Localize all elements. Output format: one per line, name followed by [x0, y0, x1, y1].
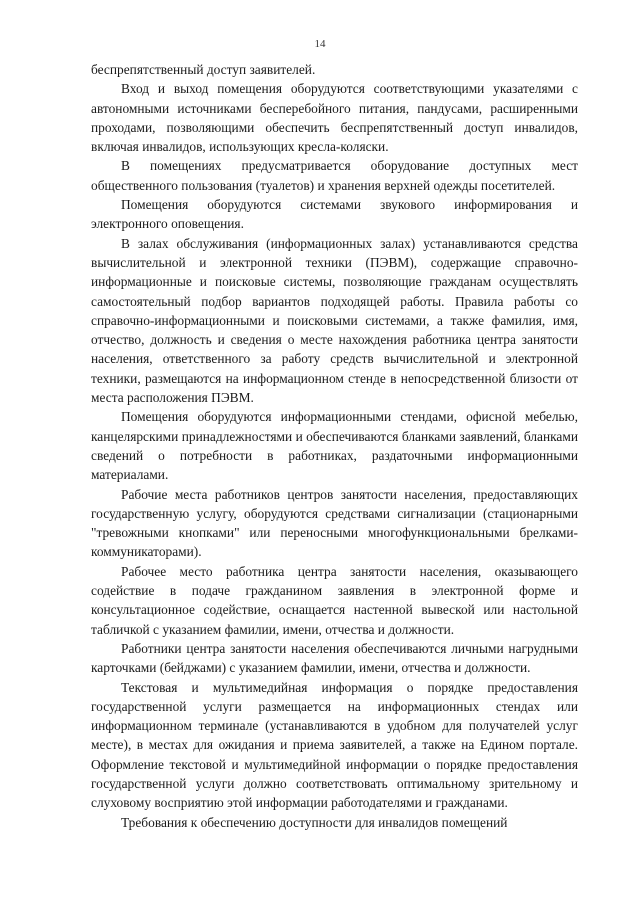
page-number: 14 [314, 38, 326, 50]
paragraph-sound-alert-systems: Помещения оборудуются системами звукового информирования и электронного оповещения. [91, 197, 578, 232]
paragraph-workplace-signage: Рабочее место работника центра занятости населения, оказывающего содействие в подаче гражданином заявления в электронной форме и консультационное содействие, оснащается настенной вывеской или настольной табличкой с указанием фамилии, имени, отчества и должности. [91, 563, 578, 637]
paragraph-info-stands-furniture: Помещения оборудуются информационными стендами, офисной мебелью, канцелярскими принадлежностями и обеспечиваются бланками заявлений, бланками сведений о потребности в работниках, раздаточными информационными материалами. [91, 409, 578, 483]
paragraph-alarm-systems: Рабочие места работников центров занятости населения, предоставляющих государственную услугу, оборудуются средствами сигнализации (стационарными "тревожными кнопками" или переносными многофункциональными брелками-коммуникаторами). [91, 486, 578, 560]
paragraph-entrance-equipment: Вход и выход помещения оборудуются соответствующими указателями с автономными источниками бесперебойного питания, пандусами, расширенными проходами, позволяющими обеспечить беспрепятственный доступ инвалидов, включая инвалидов, использующих кресла-коляски. [91, 81, 578, 155]
paragraph-computer-equipment: В залах обслуживания (информационных залах) устанавливаются средства вычислительной и электронной техники (ПЭВМ), содержащие справочно-информационные и поисковые системы, позволяющие гражданам осуществлять самостоятельный подбор вариантов подходящей работы. Правила работы со справочно-информационными и поисковыми системами, а также фамилия, имя, отчество, должность и сведения о месте нахождения работника центра занятости населения, ответственного за работу средств вычислительной и электронной техники, размещаются на информационном стенде в непосредственной близости от места расположения ПЭВМ. [91, 235, 578, 406]
paragraph-accessibility-requirements: Требования к обеспечению доступности для инвалидов помещений [121, 814, 508, 830]
paragraph-continuation: беспрепятственный доступ заявителей. [91, 62, 316, 77]
paragraph-multimedia-info: Текстовая и мультимедийная информация о порядке предоставления государственной услуги размещается на информационных стендах или информационном терминале (устанавливаются в удобном для получателей услуг месте), в местах для ожидания и приема заявителей, а также на Едином портале. Оформление текстовой и мультимедийной информации о порядке предоставления государственной услуги должно соответствовать оптимальному зрительному и слуховому восприятию этой информации работодателями и гражданами. [91, 679, 578, 811]
paragraph-badges: Работники центра занятости населения обеспечиваются личными нагрудными карточками (бейджами) с указанием фамилии, имени, отчества и должности. [91, 640, 578, 676]
document-body [91, 60, 578, 832]
paragraph-public-facilities: В помещениях предусматривается оборудование доступных мест общественного пользования (туалетов) и хранения верхней одежды посетителей. [91, 158, 578, 193]
